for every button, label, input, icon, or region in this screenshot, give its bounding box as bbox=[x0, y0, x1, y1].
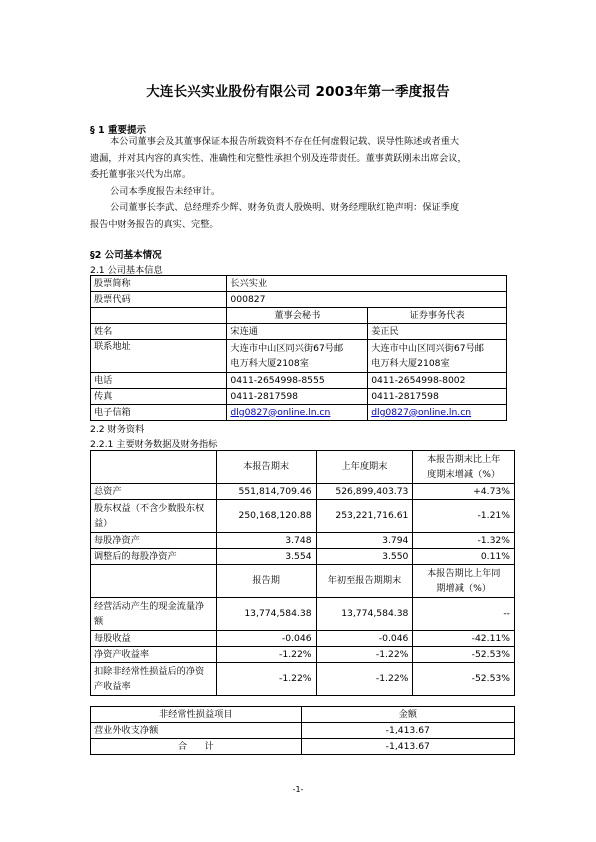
cell bbox=[413, 565, 515, 598]
sub-2-1: 2.1 公司基本信息 bbox=[90, 265, 163, 276]
cell: 0411-2817598 bbox=[368, 389, 507, 405]
cell: 3.554 bbox=[216, 549, 316, 565]
row-label: 净资产收益率 bbox=[91, 647, 217, 663]
cell: 证券事务代表 bbox=[368, 308, 507, 324]
cell: 13,774,584.38 bbox=[216, 598, 316, 631]
cell: 电子信箱 bbox=[91, 405, 227, 421]
section-2-heading: §2 公司基本情况 bbox=[90, 250, 162, 261]
address1-line1: 大连市中山区同兴街67号邮 bbox=[230, 343, 344, 354]
cell bbox=[368, 405, 507, 421]
address2-line1: 大连市中山区同兴街67号邮 bbox=[371, 343, 484, 354]
cell: 非经常性损益项目 bbox=[91, 707, 302, 723]
email-link-rep[interactable]: dlg0827@online.ln.cn bbox=[371, 406, 472, 418]
cell: -1,413.67 bbox=[301, 739, 514, 755]
p2: 公司本季度报告未经审计。 bbox=[110, 185, 221, 197]
cell: 0411-2817598 bbox=[227, 389, 368, 405]
email-link-secretary[interactable]: dlg0827@online.ln.cn bbox=[230, 406, 331, 418]
sub-2-2: 2.2 财务资料 bbox=[90, 424, 145, 435]
cell: 联系地址 bbox=[91, 340, 227, 373]
cell: 13,774,584.38 bbox=[316, 598, 413, 631]
cell: 0411-2654998-8555 bbox=[227, 373, 368, 389]
cell: -0.046 bbox=[216, 631, 316, 647]
cell: -42.11% bbox=[413, 631, 515, 647]
cell bbox=[227, 340, 368, 373]
p1-line2: 遗漏，并对其内容的真实性、准确性和完整性承担个别及连带责任。董事黄跃刚未出席会议， bbox=[90, 152, 467, 164]
cell bbox=[413, 451, 515, 484]
page-number: -1- bbox=[292, 785, 304, 794]
basic-info-table bbox=[90, 275, 507, 421]
cell: 年初至报告期期末 bbox=[316, 565, 413, 598]
cell: 551,814,709.46 bbox=[216, 484, 316, 500]
cell bbox=[368, 340, 507, 373]
row-label: 调整后的每股净资产 bbox=[91, 549, 217, 565]
cell: 营业外收支净额 bbox=[91, 723, 302, 739]
cell: 3.550 bbox=[316, 549, 413, 565]
financial-table bbox=[90, 450, 515, 696]
cell: -1,413.67 bbox=[301, 723, 514, 739]
address1-line2: 电万科大厦2108室 bbox=[230, 358, 309, 369]
cell: 上年度期末 bbox=[316, 451, 413, 484]
row-label: 股东权益（不含少数股东权益） bbox=[91, 500, 217, 533]
cell bbox=[91, 451, 217, 484]
row-label: 每股净资产 bbox=[91, 533, 217, 549]
nonrecurring-table bbox=[90, 706, 515, 755]
cell: -52.53% bbox=[413, 647, 515, 663]
row-label: 总资产 bbox=[91, 484, 217, 500]
cell: -1.22% bbox=[216, 647, 316, 663]
section-1-heading: § 1 重要提示 bbox=[90, 125, 146, 136]
cell: 姜正民 bbox=[368, 324, 507, 340]
g3-line1: 本报告期比上年同 bbox=[426, 568, 501, 579]
cell: 0411-2654998-8002 bbox=[368, 373, 507, 389]
cell: 传真 bbox=[91, 389, 227, 405]
cell: 0.11% bbox=[413, 549, 515, 565]
cell: 526,899,403.73 bbox=[316, 484, 413, 500]
cell: -- bbox=[413, 598, 515, 631]
cell bbox=[227, 405, 368, 421]
row-label: 经营活动产生的现金流量净额 bbox=[91, 598, 217, 631]
cell: -1.21% bbox=[413, 500, 515, 533]
cell bbox=[91, 565, 217, 598]
cell: -0.046 bbox=[316, 631, 413, 647]
cell: 000827 bbox=[227, 292, 507, 308]
cell: 3.748 bbox=[216, 533, 316, 549]
cell: 电话 bbox=[91, 373, 227, 389]
cell: 3.794 bbox=[316, 533, 413, 549]
cell: 报告期 bbox=[216, 565, 316, 598]
cell: 253,221,716.61 bbox=[316, 500, 413, 533]
cell: -1.22% bbox=[316, 647, 413, 663]
cell: 董事会秘书 bbox=[227, 308, 368, 324]
row-label: 每股收益 bbox=[91, 631, 217, 647]
h3-line2: 度期末增减（%） bbox=[427, 469, 501, 480]
cell: 股票简称 bbox=[91, 276, 227, 292]
p3-line2: 报告中财务报告的真实、完整。 bbox=[90, 218, 219, 230]
cell: 金额 bbox=[301, 707, 514, 723]
p1-line3: 委托董事张兴代为出席。 bbox=[90, 169, 192, 180]
cell bbox=[91, 308, 227, 324]
p1-line1: 本公司董事会及其董事保证本报告所载资料不存在任何虚假记载、误导性陈述或者重大 bbox=[110, 136, 460, 147]
cell: +4.73% bbox=[413, 484, 515, 500]
cell: 姓名 bbox=[91, 324, 227, 340]
g3-line2: 期增减（%） bbox=[436, 583, 492, 594]
p3-line1: 公司董事长李武、总经理乔少辉、财务负责人殷焕明、财务经理耿红艳声明：保证季度 bbox=[110, 202, 460, 213]
cell: -1.22% bbox=[316, 663, 413, 696]
cell: -1.32% bbox=[413, 533, 515, 549]
cell: 宋连通 bbox=[227, 324, 368, 340]
row-label: 扣除非经常性损益后的净资产收益率 bbox=[91, 663, 217, 696]
cell: 长兴实业 bbox=[227, 276, 507, 292]
cell: 250,168,120.88 bbox=[216, 500, 316, 533]
cell: 股票代码 bbox=[91, 292, 227, 308]
cell: -1.22% bbox=[216, 663, 316, 696]
sub-2-2-1: 2.2.1 主要财务数据及财务指标 bbox=[90, 439, 218, 450]
cell: 合 计 bbox=[91, 739, 302, 755]
section-1-body bbox=[90, 134, 510, 233]
cell: -52.53% bbox=[413, 663, 515, 696]
cell: 本报告期末 bbox=[216, 451, 316, 484]
h3-line1: 本报告期末比上年 bbox=[426, 454, 501, 465]
report-title: 大连长兴实业股份有限公司 2003年第一季度报告 bbox=[146, 84, 450, 100]
address2-line2: 电万科大厦2108室 bbox=[371, 358, 450, 369]
